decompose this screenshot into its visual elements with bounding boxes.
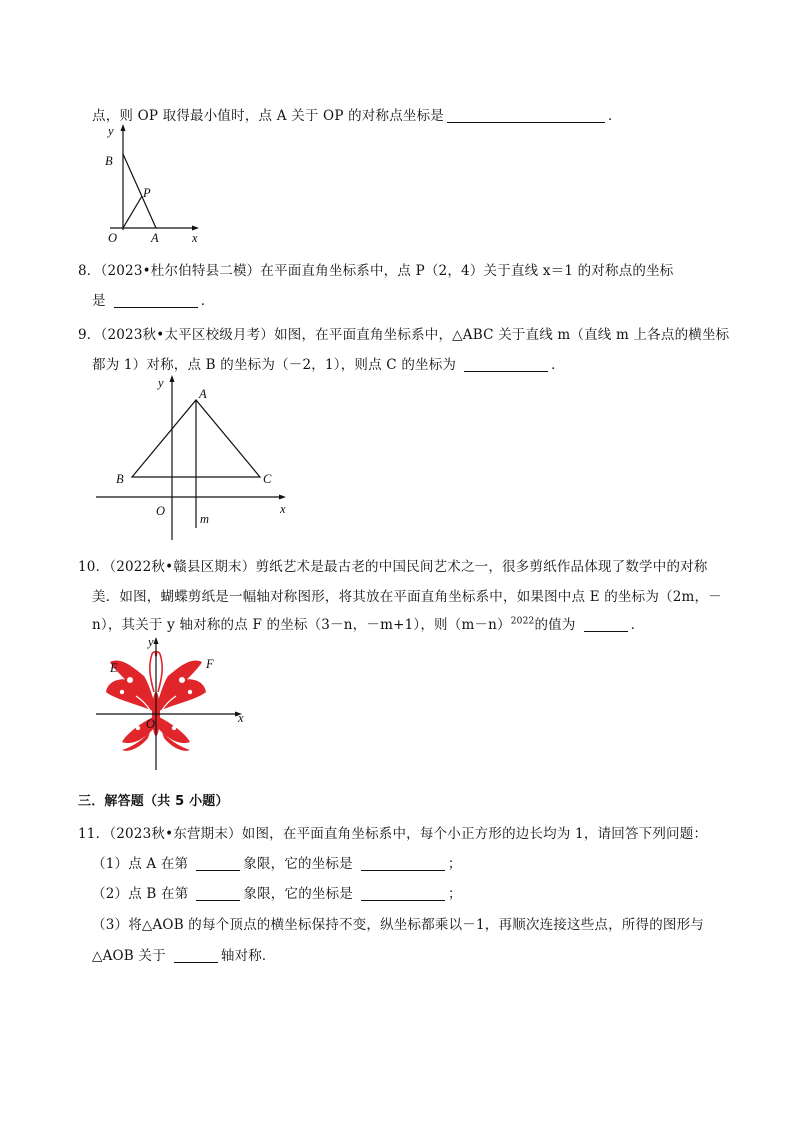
label-O: O	[108, 231, 118, 245]
q11-part-3	[92, 913, 704, 933]
label-O: O	[156, 504, 166, 518]
figure-q10	[92, 630, 252, 775]
label-A: A	[151, 231, 159, 245]
q10-text-2: 美．如图，蝴蝶剪纸是一幅轴对称图形，将其放在平面直角坐标系中，如果图中点 E 的坐标为（2m，－	[92, 589, 722, 605]
q11-p1-text-b: 象限，它的坐标是	[243, 856, 353, 872]
q8-line-1	[78, 259, 674, 279]
semicolon: ；	[447, 856, 462, 872]
q8-text-2: 是	[92, 293, 106, 309]
q11-text: 如图，在平面直角坐标系中，每个小正方形的边长均为 1，请回答下列问题：	[241, 826, 708, 842]
answer-blank-q7[interactable]	[447, 108, 605, 123]
q7-text: 点，则 OP 取得最小值时，点 A 关于 OP 的对称点坐标是	[92, 108, 444, 124]
figure-q9	[92, 370, 302, 545]
label-x: x	[238, 711, 244, 725]
q11-part-2	[92, 882, 462, 902]
q8-number: 8．	[78, 263, 101, 279]
q10-text-3b: 的值为	[534, 617, 576, 633]
q9-source: （2023秋•太平区校级月考）	[100, 327, 275, 343]
x-axis-arrow	[192, 226, 199, 231]
y-axis-arrow	[154, 637, 159, 644]
label-x: x	[192, 231, 198, 245]
q11-line-1	[78, 822, 707, 842]
q11-p2-text-b: 象限，它的坐标是	[243, 886, 354, 902]
label-C: C	[263, 472, 272, 486]
q11-part-1	[92, 852, 462, 872]
q9-text-2: 都为 1）对称，点 B 的坐标为（－2，1），则点 C 的坐标为	[92, 357, 457, 373]
label-P: P	[143, 186, 151, 200]
label-y: y	[158, 376, 164, 390]
q10-line-2	[92, 585, 722, 605]
q10-number: 10．	[78, 559, 110, 575]
segment-OP	[123, 196, 142, 228]
label-F: F	[206, 657, 214, 671]
q11-p3-text-b: △AOB 关于	[92, 948, 166, 964]
q11-p3-text-c: 轴对称．	[220, 948, 276, 964]
q11-p2-text-a: （2）点 B 在第	[92, 886, 189, 902]
q11-part-3-cont	[92, 944, 276, 964]
q10-source: （2022秋•赣县区期末）	[109, 559, 256, 575]
label-O: O	[146, 717, 156, 731]
q11-source: （2023秋•东营期末）	[109, 826, 242, 842]
answer-blank-q11-1b[interactable]	[361, 856, 445, 871]
period: ．	[630, 617, 645, 633]
q11-number: 11．	[78, 826, 110, 842]
y-axis-arrow	[121, 124, 126, 131]
label-B: B	[105, 154, 113, 168]
label-x: x	[280, 502, 286, 516]
q10-text-3a: n），其关于 y 轴对称的点 F 的坐标（3－n，－m+1），则（m－n）	[92, 617, 511, 633]
semicolon: ；	[448, 886, 462, 902]
answer-blank-q11-2a[interactable]	[196, 886, 240, 901]
label-A: A	[199, 387, 207, 401]
section-3-title: 三．解答题（共 5 小题）	[78, 794, 229, 809]
q11-p3-text-a: （3）将△AOB 的每个顶点的横坐标保持不变，纵坐标都乘以－1，再顺次连接这些点，所得的图形与	[92, 917, 704, 933]
q10-exponent: 2022	[510, 616, 535, 627]
label-y: y	[108, 124, 114, 138]
answer-blank-q11-2b[interactable]	[361, 886, 445, 901]
answer-blank-q9[interactable]	[464, 357, 548, 372]
segment-BA	[123, 154, 156, 228]
q11-p1-text-a: （1）点 A 在第	[92, 856, 189, 872]
answer-blank-q10[interactable]	[584, 617, 628, 632]
q8-text-1: 在平面直角坐标系中，点 P（2，4）关于直线 x＝1 的对称点的坐标	[260, 263, 674, 279]
q10-line-1	[78, 555, 708, 575]
x-axis-arrow	[279, 495, 286, 500]
period: ．	[200, 293, 215, 309]
label-E: E	[110, 661, 118, 675]
period: ．	[551, 357, 565, 373]
q9-text-1: 如图，在平面直角坐标系中，△ABC 关于直线 m（直线 m 上各点的横坐标	[274, 327, 730, 343]
answer-blank-q8[interactable]	[114, 293, 198, 308]
label-m: m	[200, 512, 210, 526]
period: ．	[608, 108, 622, 124]
q8-source: （2023•杜尔伯特县二模）	[100, 263, 261, 279]
y-axis-arrow	[170, 375, 175, 382]
q8-line-2	[92, 289, 214, 309]
q9-line-1	[78, 323, 729, 343]
q9-number: 9．	[78, 327, 101, 343]
figure-q7	[96, 120, 216, 248]
label-B: B	[116, 472, 124, 486]
answer-blank-q11-1a[interactable]	[196, 856, 240, 871]
q10-text-1: 剪纸艺术是最古老的中国民间艺术之一，很多剪纸作品体现了数学中的对称	[255, 559, 708, 575]
answer-blank-q11-3[interactable]	[174, 948, 218, 963]
label-y: y	[148, 635, 154, 649]
